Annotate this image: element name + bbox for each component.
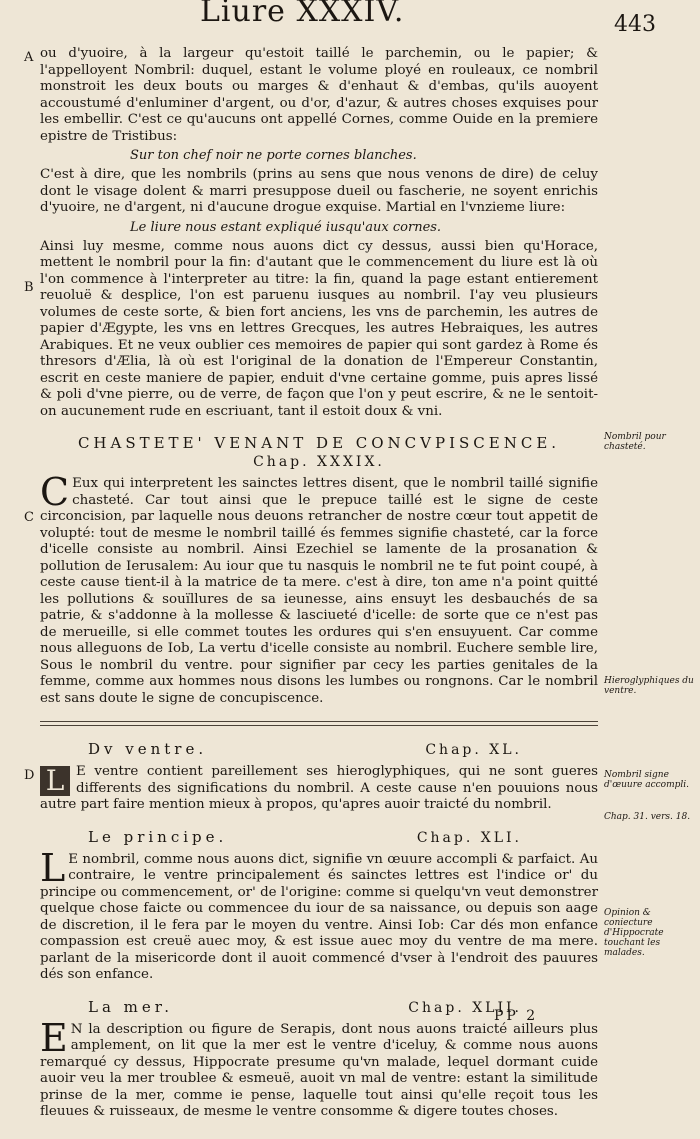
section-divider [40, 721, 598, 726]
section-title-ventre: Dv ventre. [88, 740, 208, 758]
section-heading-ventre [88, 740, 582, 758]
page-body [40, 46, 598, 1121]
intro-paragraph-3: Ainsi luy mesme, comme nous auons dict cy dessus, aussi bien qu'Horace, mettent le nombril pour la fin: d'autant que le commencement du liure est là où l'on commence à l'interpreter au titre: la fin, quand la page estant entierement reuoluë & desplice, l'on est paruenu iusques au nombril. I'ay veu plusieurs volumes de ceste sorte, & bien fort anciens, les vns de parchemin, les autres de papier d'Ægypte, les vns en lettres Grecques, les autres Hebraiques, les autres Arabiques. Et ne veux oublier ces memoires de papier qui sont gardez à Rome és thresors d'Ælia, là où est l'original de la donation de l'Empereur Constantin, escrit en ceste maniere de papier, enduit d'vne certaine gomme, puis apres lissé & poli d'vne pierre, ou de verre, de façon que l'on y peut escrire, & ne le sentoit-on aucunement rude en escriuant, tant il estoit doux & vni. [40, 238, 598, 419]
page-header [0, 0, 700, 40]
drop-cap-l2: L [40, 845, 66, 890]
verse-1: Sur ton chef noir ne porte cornes blanches. [130, 148, 417, 163]
margin-note-chap31: Chap. 31. vers. 18. [604, 812, 691, 822]
margin-note-nombril: Nombril signe d'œuure accompli. [604, 770, 689, 790]
drop-cap-e: E [40, 1015, 68, 1060]
intro-paragraph-2: C'est à dire, que les nombrils (prins au sens que nous venons de dire) de celuy dont le visage dolent & marri presuppose dueil ou fascherie, ne soyent enrichis d'yuoire, ne d'argent, ni d'aucune drogue exquise. Martial en l'vnzieme liure: [40, 167, 598, 215]
margin-letter-b: B [24, 280, 34, 295]
section-body-ventre: E ventre contient pareillement ses hieroglyphiques, qui ne sont gueres differents des significations du nombril. A ceste cause n'en pouuions nous autre part faire mention mieux à propos, qu'apres auoir traicté du nombril. [40, 764, 598, 812]
margin-note-chastete: Nombril pour chasteté. [604, 432, 666, 452]
margin-letter-a: A [24, 50, 34, 65]
section-body-principe: E nombril, comme nous auons dict, signifie vn œuure accompli & parfaict. Au contraire, le ventre principalement és sainctes lettres est l'indice or' du principe ou commencement, or' de l'origine: comme si quelqu'vn veut demonstrer quelque chose faicte ou commencee du iour de sa naissance, ou depuis son aage de discretion, il le fera par le moyen du ventre. Ainsi Iob: Car dés mon enfance compassion est creuë auec moy, & est issue auec moy du ventre de ma mere. parlant de la misericorde dont il auoit commencé d'vser à l'endroit des pauures dés son enfance. [40, 851, 598, 982]
section-text-principe [40, 845, 598, 984]
margin-letter-c: C [24, 510, 34, 525]
page-number: 443 [614, 12, 656, 37]
chapter-label-39: Chap. XXXIX. [253, 454, 385, 470]
section-title-principe: Le principe. [88, 827, 228, 846]
section-text-ventre [40, 764, 598, 814]
verse-2: Le liure nous estant expliqué iusqu'aux cornes. [130, 219, 442, 235]
section-heading-principe [88, 828, 582, 846]
margin-note-hippocrate: Opinion & coniecture d'Hippocrate touchant les malades. [604, 908, 664, 958]
signature-mark: PP 2 [494, 1008, 539, 1024]
intro-paragraph-1: ou d'yuoire, à la largeur qu'estoit taillé le parchemin, ou le papier; & l'appelloyent Nombril: duquel, estant le volume ployé en rouleaux, ce nombril monstroit les deux bouts ou marges & d'enhaut & d'embas, qu'ils auoyent accoustumé d'enluminer d'argent, ou d'or, d'azur, & autres choses exquises pour les embellir. C'est ce qu'aucuns ont appellé Cornes, comme Ouide en la premiere epistre de Tristibus: [40, 46, 598, 144]
margin-letter-d: D [24, 768, 35, 783]
drop-cap-c: C [40, 470, 70, 514]
section-title-chastete: CHASTETE' VENANT DE CONCVPISCENCE. [77, 434, 561, 452]
section-title-mer: La mer. [88, 997, 174, 1016]
chapter-label-41: Chap. XLI. [416, 829, 522, 846]
margin-note-ventre: Hieroglyphiques du ventre. [604, 676, 694, 696]
section-body-mer: N la description ou figure de Serapis, dont nous auons traicté ailleurs plus amplement, on lit que la mer est le ventre d'iceluy, & comme nous auons remarqué cy dessus, Hippocrate presume qu'vn malade, lequel dormant cuide auoir veu la mer troublee & esmeuë, auoit vn mal de ventre: estant la similitude prinse de la mer, comme ie pense, laquelle tout ainsi qu'elle reçoit tous les fleuues & ruisseaux, de mesme le ventre consomme & digere toutes choses. [40, 1021, 598, 1119]
section-text-chastete [40, 470, 598, 707]
chapter-label-40: Chap. XL. [425, 742, 522, 758]
drop-cap-l: L [40, 766, 70, 796]
section-body-chastete: Eux qui interpretent les sainctes lettres disent, que le nombril taillé signifie chasteté. Car tout ainsi que le prepuce taillé est le signe de ceste circoncision, par laquelle nous deuons retrancher de nostre cœur tout appetit de volupté: tout de mesme le nombril taillé és femmes signifie chasteté, car la force d'icelle consiste au nombril. Ainsi Ezechiel se lamente de la prosanation & pollution de Ierusalem: Au iour que tu nasquis le nombril ne te fut point coupé, à ceste cause tient-il à la matrice de ta mere. c'est à dire, ton ame n'a point quitté les pollutions & souïllures de sa ieunesse, ains ensuyt les desbauchés de sa patrie, & s'addonne à la mollesse & lasciueté d'icelle: de sorte que ce n'est pas de merueille, si elle commet toutes les ordures qui s'en ensuyuent. Car comme nous alleguons de Iob, La vertu d'icelle consiste au nombril. Euchere semble lire, Sous le nombril du ventre. pour signifier par cecy les parties genitales de la femme, comme aux hommes nous disons les lumbes ou rongnons. Car le nombril est sans doute le signe de concupiscence. [40, 476, 598, 706]
chapter-label-42: Chap. XLII. [408, 999, 522, 1016]
running-title: Liure XXXIV. [200, 0, 405, 29]
